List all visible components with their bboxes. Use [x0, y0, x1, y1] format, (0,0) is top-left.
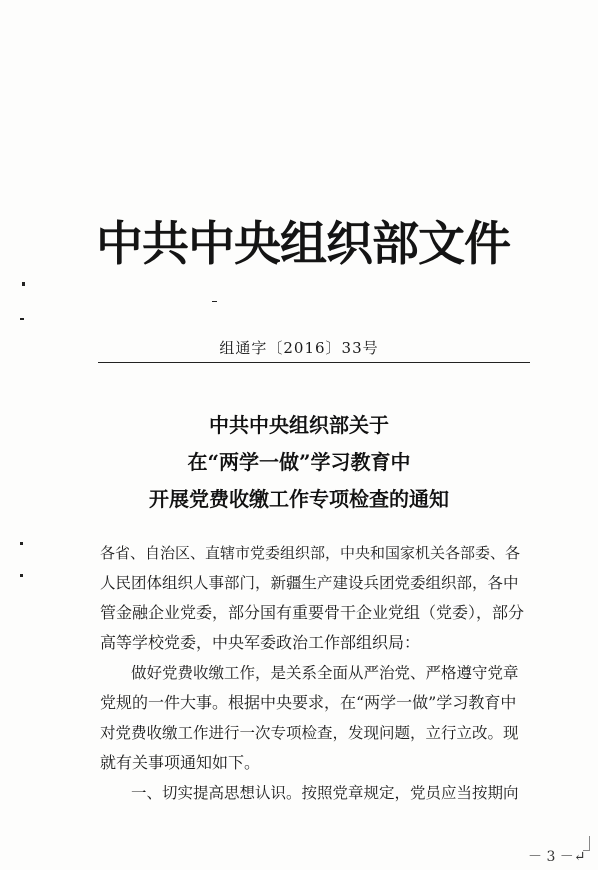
- recipients-line: 高等学校党委，中央军委政治工作部组织局：: [100, 633, 421, 652]
- recipients-line: 各省、自治区、直辖市党委组织部，中央和国家机关各部委、各: [100, 544, 521, 562]
- scan-mark: [20, 318, 24, 320]
- title-line-3: 开展党费收缴工作专项检查的通知: [149, 487, 449, 511]
- document-number: 组通字〔2016〕33号: [219, 339, 379, 357]
- recipients-line: 人民团体组织人事部门，新疆生产建设兵团党委组织部，各中: [100, 574, 519, 592]
- paragraph-line: 对党费收缴工作进行一次专项检查，发现问题，立行立改。现: [100, 724, 519, 742]
- scan-mark: [22, 282, 25, 286]
- paragraph-line: 党规的一件大事。根据中央要求，在“两学一做”学习教育中: [100, 693, 517, 712]
- header-rule: [98, 362, 530, 363]
- paragraph-line: 做好党费收缴工作，是关系全面从严治党、严格遵守党章: [100, 664, 519, 682]
- scan-corner-mark: [583, 836, 590, 851]
- masthead-title: 中共中央组织部文件: [96, 217, 510, 272]
- scan-mark: [20, 574, 23, 577]
- paragraph-line: 就有关事项通知如下。: [100, 753, 261, 772]
- title-line-1: 中共中央组织部关于: [209, 413, 389, 437]
- scan-mark: [212, 301, 217, 302]
- section-heading-line: 一、切实提高思想认识。按照党章规定，党员应当按期向: [100, 784, 519, 802]
- recipients-line: 管金融企业党委，部分国有重要骨干企业党组（党委），部分: [100, 603, 525, 622]
- title-line-2: 在“两学一做”学习教育中: [187, 450, 411, 474]
- page-number: － 3 －↵: [528, 849, 586, 865]
- scan-mark: [20, 542, 23, 545]
